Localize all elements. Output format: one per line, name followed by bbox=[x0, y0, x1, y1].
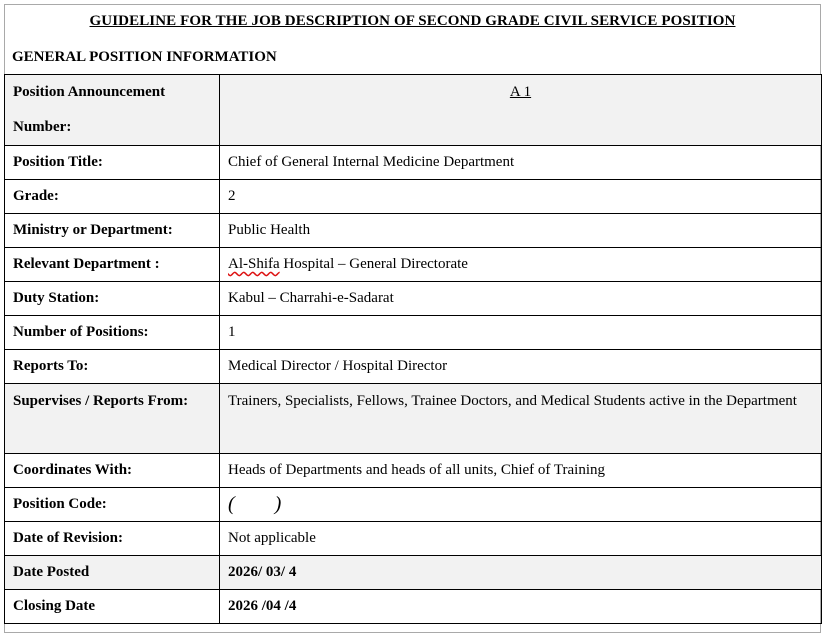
table-row bbox=[5, 248, 822, 282]
row-value: 1 bbox=[220, 316, 822, 350]
row-label: Ministry or Department: bbox=[5, 214, 220, 248]
row-label: Coordinates With: bbox=[5, 454, 220, 488]
table-row bbox=[5, 282, 822, 316]
row-value: Medical Director / Hospital Director bbox=[220, 350, 822, 384]
table-row bbox=[5, 454, 822, 488]
table-row bbox=[5, 488, 822, 522]
row-label: Supervises / Reports From: bbox=[5, 384, 220, 454]
table-row bbox=[5, 214, 822, 248]
row-value: Chief of General Internal Medicine Department bbox=[220, 146, 822, 180]
table-row bbox=[5, 590, 822, 624]
document-title: GUIDELINE FOR THE JOB DESCRIPTION OF SECOND GRADE CIVIL SERVICE POSITION bbox=[89, 13, 736, 29]
row-label: Position Title: bbox=[5, 146, 220, 180]
row-label: Duty Station: bbox=[5, 282, 220, 316]
row-value: Kabul – Charrahi-e-Sadarat bbox=[220, 282, 822, 316]
row-label: Position Code: bbox=[5, 488, 220, 522]
row-value: 2 bbox=[220, 180, 822, 214]
row-label: Relevant Department : bbox=[5, 248, 220, 282]
row-value bbox=[220, 488, 822, 522]
row-value: Not applicable bbox=[220, 522, 822, 556]
row-label: Date of Revision: bbox=[5, 522, 220, 556]
position-info-table bbox=[4, 74, 822, 624]
table-row bbox=[5, 180, 822, 214]
row-value: Public Health bbox=[220, 214, 822, 248]
table-row bbox=[5, 146, 822, 180]
section-title: GENERAL POSITION INFORMATION bbox=[12, 49, 277, 65]
row-label: Reports To: bbox=[5, 350, 220, 384]
row-value: Trainers, Specialists, Fellows, Trainee Doctors, and Medical Students active in the Department bbox=[220, 384, 822, 454]
row-value: Heads of Departments and heads of all units, Chief of Training bbox=[220, 454, 822, 488]
table-row bbox=[5, 522, 822, 556]
table-row bbox=[5, 556, 822, 590]
row-value bbox=[220, 248, 822, 282]
row-value: 2026 /04 /4 bbox=[220, 590, 822, 624]
position-code-placeholder: ( ) bbox=[228, 493, 282, 515]
spellcheck-word: Al-Shifa bbox=[228, 256, 280, 272]
row-label: Position Announcement Number: bbox=[5, 75, 220, 146]
announcement-number: A 1 bbox=[509, 84, 532, 100]
table-row bbox=[5, 75, 822, 146]
table-row bbox=[5, 350, 822, 384]
table-row bbox=[5, 384, 822, 454]
table-row bbox=[5, 316, 822, 350]
row-value-text: Hospital – General Directorate bbox=[279, 256, 468, 272]
row-value bbox=[220, 75, 822, 146]
row-label: Number of Positions: bbox=[5, 316, 220, 350]
row-label: Closing Date bbox=[5, 590, 220, 624]
row-label: Grade: bbox=[5, 180, 220, 214]
row-value: 2026/ 03/ 4 bbox=[220, 556, 822, 590]
row-label: Date Posted bbox=[5, 556, 220, 590]
